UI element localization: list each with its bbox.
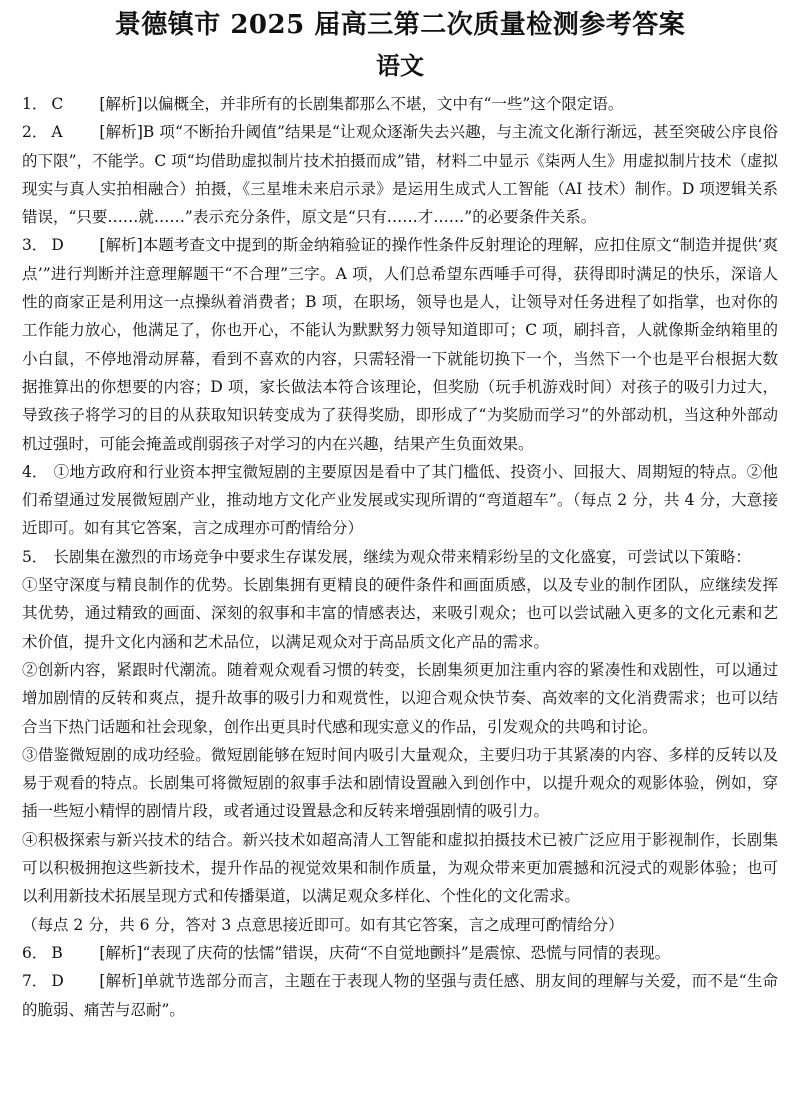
question-answer: B bbox=[51, 943, 63, 962]
question-explanation: [解析]以偏概全，并非所有的长剧集都那么不堪，文中有“一些”这个限定语。 bbox=[99, 95, 624, 113]
q5-point-4: ④积极探索与新兴技术的结合。新兴技术如超高清人工智能和虚拟拍摄技术已被广泛应用于影视制作，长剧集可以积极拥抱这些新技术，提升作品的视觉效果和制作质量，为观众带来更加震撼和沉浸式的观影体验；也可以利用新技术拓展呈现方式和传播渠道，以满足观众多样化、个性化的文化需求。 bbox=[22, 830, 778, 906]
question-answer: D bbox=[51, 972, 64, 991]
question-number: 4． bbox=[22, 462, 48, 481]
question-number: 6． bbox=[22, 943, 48, 962]
question-explanation: [解析]本题考查文中提到的斯金纳箱验证的操作性条件反射理论的理解，应扣住原文“制造并提供‘爽点’”进行判断并注意理解题干“不合理”三字。A 项，人们总希望东西唾手可得，获得即时满足的快乐，深谙人性的商家正是利用这一点操纵着消费者；B 项，在职场，领导也是人，让领导对任务进程了如指掌，也对你的工作能力放心，他满足了，你也开心，不能认为默默努力领导知道即可；C 项，刷抖音，人就像斯金纳箱里的小白鼠，不停地滑动屏幕，看到不喜欢的内容，只需轻滑一下就能切换下一个，当然下一个也是平台根据大数据推算出的你想要的内容；D 项，家长做法本符合该理论，但奖励（玩手机游戏时间）对孩子的吸引力过大，导致孩子将学习的目的从获取知识转变成为了获得奖励，即形成了“为奖励而学习”的外部动机，当这种外部动机过强时，可能会掩盖或削弱孩子对学习的内在兴趣，结果产生负面效果。 bbox=[22, 236, 778, 453]
question-5 bbox=[22, 543, 778, 571]
question-1 bbox=[22, 90, 778, 118]
question-explanation: [解析]单就节选部分而言，主题在于表现人物的坚强与责任感、朋友间的理解与关爱，而不是“生命的脆弱、痛苦与忍耐”。 bbox=[22, 972, 778, 1019]
document-title: 景德镇市 2025 届高三第二次质量检测参考答案 bbox=[114, 10, 686, 40]
question-number: 7． bbox=[22, 972, 48, 991]
question-number: 3． bbox=[22, 236, 48, 255]
q5-point-3: ③借鉴微短剧的成功经验。微短剧能够在短时间内吸引大量观众，主要归功于其紧凑的内容、多样的反转以及易于观看的特点。长剧集可将微短剧的叙事手法和剧情设置融入到创作中，以提升观众的观影体验，例如，穿插一些短小精悍的剧情片段，或者通过设置悬念和反转来增强剧情的吸引力。 bbox=[22, 745, 778, 821]
subject-heading: 语文 bbox=[376, 51, 424, 80]
question-6 bbox=[22, 939, 778, 967]
question-explanation: [解析]“表现了庆荷的怯懦”错误，庆荷“不自觉地颤抖”是震惊、恐慌与同情的表现。 bbox=[99, 943, 671, 962]
question-number: 5． bbox=[22, 547, 48, 566]
question-4 bbox=[22, 458, 778, 543]
question-2 bbox=[22, 118, 778, 231]
question-number: 1． bbox=[22, 95, 48, 113]
question-explanation: [解析]B 项“不断抬升阈值”结果是“让观众逐渐失去兴趣，与主流文化渐行渐远，甚至突破公序良俗的下限”，不能学。C 项“均借助虚拟制片技术拍摄而成”错，材料二中显示《柒两人生》用虚拟制片技术（虚拟现实与真人实拍相融合）拍摄，《三星堆未来启示录》是运用生成式人工智能（AI 技术）制作。D 项逻辑关系错误，“只要……就……”表示充分条件，原文是“只有……才……”的必要条件关系。 bbox=[22, 123, 778, 227]
question-number: 2． bbox=[22, 123, 48, 142]
q5-point-2: ②创新内容，紧跟时代潮流。随着观众观看习惯的转变，长剧集须更加注重内容的紧凑性和戏剧性，可以通过增加剧情的反转和爽点，提升故事的吸引力和观赏性，以迎合观众快节奏、高效率的文化消费需求；也可以结合当下热门话题和社会现象，创作出更具时代感和现实意义的作品，引发观众的共鸣和讨论。 bbox=[22, 660, 778, 736]
question-answer: A bbox=[51, 123, 63, 142]
question-explanation: 长剧集在激烈的市场竞争中要求生存谋发展，继续为观众带来精彩纷呈的文化盛宴，可尝试以下策略： bbox=[53, 547, 751, 566]
question-answer: D bbox=[51, 236, 64, 255]
question-explanation: ①地方政府和行业资本押宝微短剧的主要原因是看中了其门槛低、投资小、回报大、周期短的特点。②他们希望通过发展微短剧产业，推动地方文化产业发展或实现所谓的“弯道超车”。（每点 2 分，共 4 分，大意接近即可。如有其它答案，言之成理亦可酌情给分） bbox=[22, 462, 778, 538]
question-answer: C bbox=[51, 95, 64, 113]
q5-scoring-note: （每点 2 分，共 6 分，答对 3 点意思接近即可。如有其它答案，言之成理可酌情给分） bbox=[22, 915, 624, 934]
question-7 bbox=[22, 967, 778, 1024]
question-3 bbox=[22, 231, 778, 457]
q5-point-1: ①坚守深度与精良制作的优势。长剧集拥有更精良的硬件条件和画面质感，以及专业的制作团队，应继续发挥其优势，通过精致的画面、深刻的叙事和丰富的情感表达，来吸引观众；也可以尝试融入更多的文化元素和艺术价值，提升文化内涵和艺术品位，以满足观众对于高品质文化产品的需求。 bbox=[22, 576, 778, 651]
